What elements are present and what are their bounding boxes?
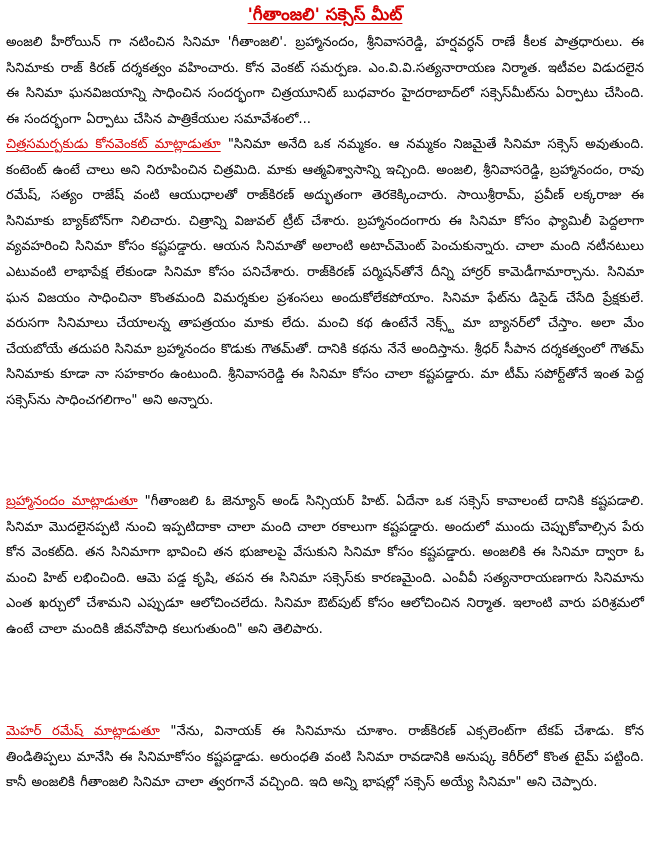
quote-text-mehar-ramesh: "నేను, వినాయక్ ఈ సినిమాను చూశాం. రాజ్‌కిరణ్ ఎక్సలెంట్‌గా టేకప్ చేశాడు. కోన తిండితిప్పలు మానేసి ఈ సినిమాకోసం కష్టపడ్డాడు. అరుంధతి వంటి సినిమా రావడానికి అనుష్క కెరీర్‌లో కొంత టైమ్ పట్టింది. కానీ అంజలికి గీతాంజలి సినిమా చాలా త్వరగానే వచ్చింది. ఇది అన్ని భాషల్లో సక్సెస్ అయ్యే సినిమా" అని చెప్పారు.	[6, 724, 644, 791]
speaker-mehar-ramesh: మెహర్ రమేష్ మాట్లాడుతూ	[6, 724, 160, 739]
article-title: 'గీతాంజలి' సక్సెస్ మీట్	[247, 5, 403, 25]
speaker-brahmanandam: బ్రహ్మానందం మాట్లాడుతూ	[6, 494, 138, 509]
intro-paragraph: అంజలి హీరోయిన్ గా నటించిన సినిమా 'గీతాంజలి'. బ్రహ్మానందం, శ్రీనివాసరెడ్డి, హర్షవర్ధన్ రాణే కీలక పాత్రధారులు. ఈ సినిమాకు రాజ్ కిరణ్ దర్శకత్వం వహించారు. కోన వెంకట్ సమర్పణ. ఎం.వి.వి.సత్యనారాయణ నిర్మాత. ఇటీవల విడుదలైన ఈ సినిమా ఘనవిజయాన్ని సాధించిన సందర్భంగా చిత్రయూనిట్ బుధవారం హైదరాబాద్‌లో సక్సెస్‌మీట్‌ను ఏర్పాటు చేసింది. ఈ సందర్భంగా ఏర్పాటు చేసిన పాత్రికేయుల సమావేశంలో...	[6, 35, 644, 127]
quote-paragraph-mehar-ramesh	[6, 719, 644, 847]
quote-paragraph-kona-venkat	[6, 132, 644, 489]
speaker-kona-venkat: చిత్రసమర్పకుడు కోనవెంకట్ మాట్లాడుతూ	[6, 137, 221, 152]
quote-paragraph-brahmanandam	[6, 489, 644, 719]
quote-text-kona-venkat: "సినిమా అనేది ఒక నమ్మకం. ఆ నమ్మకం నిజమైతే సినిమా సక్సెస్ అవుతుంది. కంటెంట్ ఉంటే చాలు అని నిరూపించిన చిత్రమిది. మాకు ఆత్మవిశ్వాసాన్ని ఇచ్చింది. అంజలి, శ్రీనివాసరెడ్డి, బ్రహ్మానందం, రావు రమేష్, సత్యం రాజేష్ వంటి ఆయుధాలతో రాజ్‌కిరణ్ అద్భుతంగా తెరకెక్కించారు. సాయిశ్రీరామ్, ప్రవీణ్ లక్కరాజు ఈ సినిమాకు బ్యాక్‌బోన్‌గా నిలిచారు. చిత్రాన్ని విజువల్ ట్రీట్ చేశారు. బ్రహ్మానందంగారు ఈ సినిమా కోసం ఫ్యామిలీ పెద్దలాగా వ్యవహరించి సినిమా కోసం కష్టపడ్డారు. ఆయన సినిమాతో అలాంటి అటాచ్‌మెంట్ పెంచుకున్నారు. చాలా మంది నటీనటులు ఎటువంటి లాభాపేక్ష లేకుండా సినిమా కోసం పనిచేశారు. రాజ్‌కిరణ్ పర్మిషన్‌తోనే దీన్ని హార్రర్ కామెడీగామార్చాను. సినిమా ఘన విజయం సాధించినా కొంతమంది విమర్శకుల ప్రశంసలు అందుకోలేకపోయాం. సినిమా ఫేట్‌ను డిసైడ్ చేసేది ప్రేక్షకులే. వరుసగా సినిమాలు చేయాలన్న తాపత్రయం మాకు లేదు. మంచి కథ ఉంటేనే నెక్స్ట్ మా బ్యానర్‌లో చేస్తాం. అలా మేం చేయబోయే తదుపరి సినిమా బ్రహ్మానందం కొడుకు గౌతమ్‌తో. దానికి కథను నేనే అందిస్తాను. శ్రీధర్ సీపాన దర్శకత్వంలో గౌతమ్ సినిమాకు కూడా నా సహకారం ఉంటుంది. శ్రీనివాసరెడ్డి ఈ సినిమా కోసం చాలా కష్టపడ్డారు. మా టీమ్ సపోర్ట్‌తోనే ఇంత పెద్ద సక్సెస్‌ను సాధించగలిగాం" అని అన్నారు.	[6, 137, 644, 408]
quote-text-brahmanandam: "గీతాంజలి ఓ జెన్యూన్ అండ్ సిన్సియర్ హిట్. ఏదేనా ఒక సక్సెస్ కావాలంటే దానికి కష్టపడాలి. సినిమా మొదలైనప్పటి నుంచి ఇప్పటిదాకా చాలా మంది చాలా రకాలుగా కష్టపడ్డారు. అందులో ముందు చెప్పుకోవాల్సిన పేరు కోన వెంకట్‌ది. తన సినిమాగా భావించి తన భుజాలపై వేసుకుని సినిమా కోసం కష్టపడ్డారు. అంజలికి ఈ సినిమా ద్వారా ఓ మంచి హిట్ లభించింది. ఆమె పడ్డ కృషి, తపన ఈ సినిమా సక్సెస్‌కు కారణమైంది. ఎంవీవీ సత్యనారాయణగారు సినిమాను ఎంత ఖర్చులో చేశామని ఎప్పుడూ ఆలోచించలేదు. సినిమా ఔట్‌పుట్ కోసం ఆలోచించిన నిర్మాత. ఇలాంటి వారు పరిశ్రమలో ఉంటే చాలా మందికి జీవనోపాధి కలుగుతుంది" అని తెలిపారు.	[6, 494, 644, 637]
